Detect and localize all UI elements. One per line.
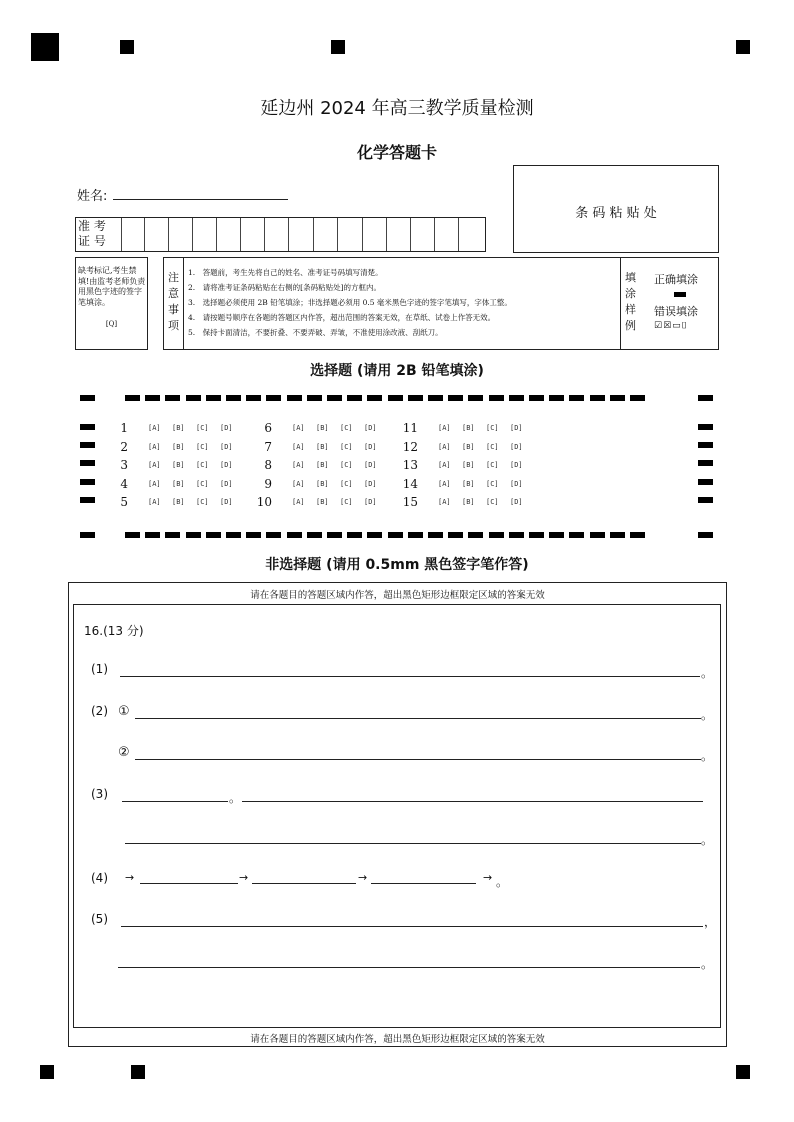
row-timing-mark — [80, 497, 95, 503]
question-number: 7 — [264, 440, 272, 454]
name-label: 姓名: — [77, 189, 108, 204]
exam-id-cell[interactable] — [410, 218, 411, 251]
period-mark: 。 — [701, 666, 714, 680]
timing-mark — [226, 532, 241, 538]
timing-mark — [569, 532, 584, 538]
row-timing-mark — [698, 497, 713, 503]
timing-mark — [590, 395, 605, 401]
question-number: 8 — [264, 458, 272, 472]
barcode-label: 条 码 粘 贴 处 — [575, 206, 657, 221]
answer-bubble[interactable]: [C] — [196, 461, 209, 469]
answer-bubble[interactable]: [D] — [220, 498, 233, 506]
timing-mark — [367, 395, 382, 401]
answer-bubble[interactable]: [A] — [438, 498, 451, 506]
exam-id-grid[interactable] — [75, 217, 486, 252]
answer-bubble[interactable]: [A] — [292, 480, 305, 488]
row-timing-mark — [80, 424, 95, 430]
answer-bubble[interactable]: [C] — [340, 498, 353, 506]
answer-bubble[interactable]: [D] — [364, 424, 377, 432]
exam-id-cell[interactable] — [264, 218, 265, 251]
timing-mark — [468, 395, 483, 401]
answer-bubble[interactable]: [B] — [316, 461, 329, 469]
answer-bubble[interactable]: [D] — [220, 461, 233, 469]
notice-label: 注 意 事 项 — [164, 258, 184, 349]
period-mark: 。 — [701, 708, 714, 722]
sub-part-2-label: ② — [118, 745, 130, 760]
question-number: 3 — [120, 458, 128, 472]
timing-mark — [266, 395, 281, 401]
answer-line-5-a[interactable] — [121, 926, 703, 927]
alignment-mark — [131, 1065, 145, 1079]
timing-mark — [145, 532, 160, 538]
timing-mark — [327, 532, 342, 538]
answer-bubble[interactable]: [D] — [364, 498, 377, 506]
answer-bubble[interactable]: [A] — [292, 443, 305, 451]
exam-id-cell[interactable] — [288, 218, 289, 251]
timing-mark — [388, 532, 403, 538]
exam-id-cell[interactable] — [216, 218, 217, 251]
question-number: 2 — [120, 440, 128, 454]
answer-bubble[interactable]: [A] — [148, 480, 161, 488]
answer-bubble[interactable]: [B] — [316, 424, 329, 432]
question-number: 5 — [120, 495, 128, 509]
answer-bubble[interactable]: [C] — [486, 498, 499, 506]
fill-example-correct: 正确填涂 — [654, 273, 698, 286]
answer-bubble[interactable]: [C] — [196, 480, 209, 488]
timing-mark — [549, 532, 564, 538]
arrow-mark: → — [358, 871, 368, 884]
part-1-label: (1) — [91, 662, 108, 676]
sub-part-1-label: ① — [118, 704, 130, 719]
timing-mark — [125, 395, 140, 401]
absent-text: 缺考标记,考生禁填!由监考老师负责用黑色字迹的签字笔填涂。 — [78, 266, 146, 307]
timing-mark — [186, 532, 201, 538]
timing-mark — [287, 532, 302, 538]
timing-mark — [610, 532, 625, 538]
question-16-label: 16.(13 分) — [84, 624, 144, 638]
question-number: 10 — [256, 495, 272, 509]
answer-bubble[interactable]: [A] — [292, 461, 305, 469]
answer-line-2-1[interactable] — [135, 718, 701, 719]
answer-line-4-a[interactable] — [140, 883, 238, 884]
timing-mark — [509, 532, 524, 538]
question-number: 9 — [264, 477, 272, 491]
question-number: 6 — [264, 421, 272, 435]
answer-line-3-c[interactable] — [125, 843, 701, 844]
answer-bubble[interactable]: [C] — [486, 480, 499, 488]
row-timing-mark — [698, 424, 713, 430]
notice-item: 3. 选择题必须使用 2B 铅笔填涂；非选择题必须用 0.5 毫米黑色字迹的签字笔填写，字体工整。 — [188, 298, 512, 307]
timing-mark — [408, 395, 423, 401]
alignment-mark — [120, 40, 134, 54]
timing-mark — [347, 395, 362, 401]
answer-bubble[interactable]: [B] — [462, 480, 475, 488]
answer-bubble[interactable]: [A] — [148, 498, 161, 506]
timing-mark — [590, 532, 605, 538]
timing-mark — [186, 395, 201, 401]
answer-bubble[interactable]: [D] — [510, 461, 523, 469]
timing-mark — [630, 532, 645, 538]
answer-bubble[interactable]: [C] — [196, 424, 209, 432]
part-3-label: (3) — [91, 787, 108, 801]
row-timing-mark — [80, 479, 95, 485]
timing-mark — [307, 532, 322, 538]
timing-mark — [428, 532, 443, 538]
answer-bubble[interactable]: [B] — [462, 443, 475, 451]
timing-mark — [80, 532, 95, 538]
exam-id-cell[interactable] — [121, 218, 122, 251]
timing-mark — [698, 532, 713, 538]
timing-mark — [569, 395, 584, 401]
timing-mark — [206, 395, 221, 401]
page-title: 延边州 2024 年高三教学质量检测 — [260, 98, 534, 119]
answer-bubble[interactable]: [A] — [148, 424, 161, 432]
timing-mark — [468, 532, 483, 538]
answer-line-1[interactable] — [120, 676, 700, 677]
question-number: 1 — [120, 421, 128, 435]
answer-bubble[interactable]: [A] — [438, 424, 451, 432]
timing-mark — [408, 532, 423, 538]
answer-bubble[interactable]: [A] — [438, 461, 451, 469]
exam-id-cell[interactable] — [337, 218, 338, 251]
answer-bubble[interactable]: [C] — [340, 480, 353, 488]
answer-line-2-2[interactable] — [135, 759, 701, 760]
answer-bubble[interactable]: [D] — [364, 461, 377, 469]
timing-mark — [610, 395, 625, 401]
exam-id-label: 准 考 证 号 — [78, 219, 106, 248]
question-number: 12 — [402, 440, 418, 454]
timing-mark — [165, 532, 180, 538]
answer-bubble[interactable]: [D] — [220, 443, 233, 451]
absent-mark[interactable]: [Q] — [105, 320, 118, 328]
answer-bubble[interactable]: [D] — [510, 498, 523, 506]
timing-mark — [698, 395, 713, 401]
exam-id-cell[interactable] — [240, 218, 241, 251]
answer-line-3-b[interactable] — [242, 801, 703, 802]
exam-id-cell[interactable] — [168, 218, 169, 251]
timing-mark — [226, 395, 241, 401]
timing-mark — [489, 532, 504, 538]
fill-correct-sample — [674, 292, 686, 297]
timing-mark — [246, 532, 261, 538]
timing-mark — [266, 532, 281, 538]
exam-id-cell[interactable] — [144, 218, 145, 251]
timing-mark — [307, 395, 322, 401]
timing-mark — [246, 395, 261, 401]
answer-bubble[interactable]: [A] — [148, 443, 161, 451]
exam-id-cell[interactable] — [434, 218, 435, 251]
question-number: 14 — [402, 477, 418, 491]
row-timing-mark — [698, 460, 713, 466]
alignment-mark — [40, 1065, 54, 1079]
fill-example-wrong: 错误填涂 — [654, 305, 698, 318]
answer-bubble[interactable]: [A] — [292, 498, 305, 506]
row-timing-mark — [80, 460, 95, 466]
answer-bubble[interactable]: [B] — [172, 443, 185, 451]
barcode-area — [513, 165, 719, 253]
mc-section-title: 选择题 (请用 2B 铅笔填涂) — [310, 363, 484, 379]
answer-line-3-a[interactable] — [122, 801, 228, 802]
notice-item: 2. 请将准考证条码粘贴在右侧的[条码粘贴处]的方框内。 — [188, 283, 382, 292]
name-field[interactable] — [113, 199, 288, 200]
timing-mark — [529, 532, 544, 538]
free-section-title: 非选择题 (请用 0.5mm 黑色签字笔作答) — [265, 557, 529, 573]
notice-box — [163, 257, 719, 350]
period-mark: 。 — [496, 875, 509, 889]
answer-frame-inner[interactable] — [73, 604, 721, 1028]
timing-mark — [630, 395, 645, 401]
answer-area-notice-bottom: 请在各题目的答题区域内作答，超出黑色矩形边框限定区域的答案无效 — [250, 1034, 545, 1045]
period-mark: 。 — [229, 791, 242, 805]
answer-bubble[interactable]: [B] — [172, 461, 185, 469]
answer-bubble[interactable]: [C] — [196, 443, 209, 451]
question-number: 15 — [402, 495, 418, 509]
timing-mark — [367, 532, 382, 538]
answer-bubble[interactable]: [B] — [462, 461, 475, 469]
question-number: 4 — [120, 477, 128, 491]
period-mark: 。 — [701, 957, 714, 971]
row-timing-mark — [698, 442, 713, 448]
exam-id-cell[interactable] — [458, 218, 459, 251]
page-subtitle: 化学答题卡 — [356, 143, 437, 162]
exam-id-cell[interactable] — [386, 218, 387, 251]
alignment-mark — [736, 1065, 750, 1079]
notice-items — [188, 265, 618, 340]
answer-bubble[interactable]: [A] — [438, 480, 451, 488]
answer-bubble[interactable]: [D] — [364, 480, 377, 488]
answer-area-notice-top: 请在各题目的答题区域内作答，超出黑色矩形边框限定区域的答案无效 — [250, 590, 545, 601]
timing-mark — [448, 395, 463, 401]
answer-bubble[interactable]: [A] — [148, 461, 161, 469]
timing-mark — [428, 395, 443, 401]
notice-item: 1. 答题前，考生先将自己的姓名、准考证号码填写清楚。 — [188, 268, 383, 277]
notice-item: 4. 请按题号顺序在各题的答题区内作答，超出范围的答案无效，在草纸、试卷上作答无效。 — [188, 313, 496, 322]
answer-bubble[interactable]: [C] — [486, 443, 499, 451]
timing-mark — [287, 395, 302, 401]
timing-mark — [165, 395, 180, 401]
exam-id-cell[interactable] — [362, 218, 363, 251]
timing-mark — [388, 395, 403, 401]
timing-mark — [489, 395, 504, 401]
answer-bubble[interactable]: [B] — [172, 424, 185, 432]
answer-bubble[interactable]: [C] — [340, 443, 353, 451]
timing-mark — [347, 532, 362, 538]
arrow-mark: → — [239, 871, 249, 884]
part-5-label: (5) — [91, 912, 108, 926]
answer-bubble[interactable]: [D] — [364, 443, 377, 451]
timing-mark — [80, 395, 95, 401]
answer-bubble[interactable]: [B] — [172, 480, 185, 488]
answer-line-4-b[interactable] — [252, 883, 356, 884]
fill-example-label: 填 涂 样 例 — [620, 258, 640, 349]
answer-bubble[interactable]: [D] — [510, 443, 523, 451]
timing-mark — [448, 532, 463, 538]
answer-bubble[interactable]: [D] — [510, 480, 523, 488]
period-mark: 。 — [701, 833, 714, 847]
part-2-label: (2) — [91, 704, 108, 718]
arrow-mark: → — [483, 871, 493, 884]
answer-bubble[interactable]: [D] — [510, 424, 523, 432]
answer-bubble[interactable]: [B] — [316, 480, 329, 488]
timing-mark — [206, 532, 221, 538]
row-timing-mark — [80, 442, 95, 448]
answer-bubble[interactable]: [C] — [340, 424, 353, 432]
timing-mark — [327, 395, 342, 401]
answer-bubble[interactable]: [D] — [220, 424, 233, 432]
row-timing-mark — [698, 479, 713, 485]
answer-bubble[interactable]: [B] — [462, 498, 475, 506]
timing-mark — [145, 395, 160, 401]
fill-wrong-sample: ☑☒▭⌷ — [654, 321, 689, 331]
answer-bubble[interactable]: [B] — [462, 424, 475, 432]
timing-mark — [529, 395, 544, 401]
notice-item: 5. 保持卡面清洁，不要折叠、不要弄破、弄皱，不准使用涂改液、刮纸刀。 — [188, 328, 443, 337]
answer-bubble[interactable]: [C] — [486, 461, 499, 469]
answer-bubble[interactable]: [A] — [292, 424, 305, 432]
answer-bubble[interactable]: [B] — [316, 498, 329, 506]
answer-bubble[interactable]: [D] — [220, 480, 233, 488]
period-mark: 。 — [701, 749, 714, 763]
answer-bubble[interactable]: [A] — [438, 443, 451, 451]
part-4-label: (4) — [91, 871, 108, 885]
answer-bubble[interactable]: [C] — [486, 424, 499, 432]
answer-bubble[interactable]: [B] — [316, 443, 329, 451]
timing-mark — [125, 532, 140, 538]
absent-mark-box — [75, 257, 148, 350]
exam-id-cell[interactable] — [192, 218, 193, 251]
timing-mark — [549, 395, 564, 401]
answer-bubble[interactable]: [B] — [172, 498, 185, 506]
question-number: 13 — [402, 458, 418, 472]
answer-bubble[interactable]: [C] — [340, 461, 353, 469]
answer-line-4-c[interactable] — [371, 883, 476, 884]
alignment-mark — [736, 40, 750, 54]
corner-mark-top-left — [31, 33, 59, 61]
answer-bubble[interactable]: [C] — [196, 498, 209, 506]
answer-line-5-b[interactable] — [118, 967, 700, 968]
timing-mark — [509, 395, 524, 401]
alignment-mark — [331, 40, 345, 54]
comma-mark: ， — [704, 915, 717, 929]
arrow-mark: → — [125, 871, 135, 884]
exam-id-cell[interactable] — [313, 218, 314, 251]
question-number: 11 — [402, 421, 418, 435]
